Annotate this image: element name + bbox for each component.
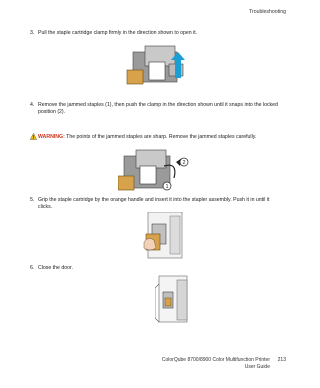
section-header: Troubleshooting — [248, 9, 286, 15]
figure-open-clamp — [125, 44, 195, 90]
warning-note — [38, 134, 278, 141]
step-number: 4. — [30, 102, 35, 108]
warning-icon — [30, 133, 37, 140]
figure-close-door — [155, 274, 193, 324]
footer-product: ColorQube 8700/8900 Color Multifunction Printer — [161, 357, 270, 363]
step-text: Remove the jammed staples (1), then push the clamp in the direction shown until it snaps into the locked position (2). — [38, 102, 278, 115]
callout-two: 2 — [182, 160, 186, 166]
step-number: 6. — [30, 265, 35, 271]
page-footer — [162, 357, 286, 370]
warning-text: The points of the jammed staples are sharp. Remove the jammed staples carefully. — [66, 134, 257, 140]
callout-one: 1 — [165, 184, 169, 190]
step-text: Close the door. — [38, 265, 73, 271]
step-text: Grip the staple cartridge by the orange handle and insert it into the stapler assembly. Push it in until it clicks. — [38, 197, 270, 210]
step-number: 5. — [30, 197, 35, 203]
step-text: Pull the staple cartridge clamp firmly in the direction shown to open it. — [38, 30, 198, 36]
step-number: 3. — [30, 30, 35, 36]
figure-insert-cartridge — [140, 212, 185, 260]
warning-label: WARNING: — [38, 134, 65, 140]
figure-remove-staples — [118, 148, 194, 196]
page-number: 213 — [277, 357, 286, 363]
footer-guide: User Guide — [244, 363, 270, 370]
